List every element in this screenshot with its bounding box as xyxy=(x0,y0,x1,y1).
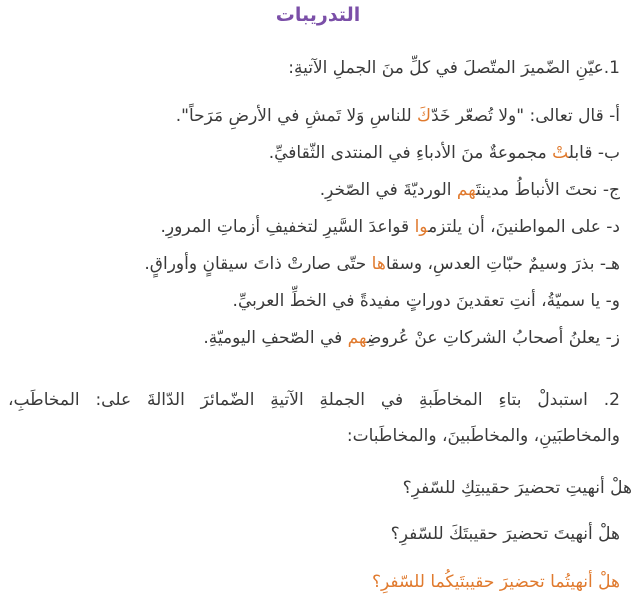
q1-item-a xyxy=(8,104,620,128)
item-text: ب- قابل xyxy=(568,143,620,163)
pronoun-highlight: تْ xyxy=(552,143,569,163)
question-1-prompt: 1.عيّنِ الضّميرَ المتّصلَ في كلِّ منَ الجملِ الآتيةِ: xyxy=(288,58,620,78)
q1-item-b xyxy=(8,141,620,165)
pronoun-highlight: كَ xyxy=(417,106,432,126)
item-text: مجموعةٌ منَ الأدباءِ في المنتدى الثّقافيِّ. xyxy=(268,143,553,163)
item-text: هـ- بذرَ وسيمٌ حبّاتِ العدسِ، وسقا xyxy=(385,254,620,274)
item-text: د- على المواطنينَ، أن يلتزم xyxy=(428,217,620,237)
question-2-prompt-line1: 2. استبدلْ بتاءِ المخاطَبةِ في الجملةِ الآتيةِ الضّمائرَ الدّالةَ على: المخاطَبِ، xyxy=(8,390,620,410)
item-text: للناسِ وَلا تَمشِ في الأرضِ مَرَحاً". xyxy=(175,106,418,126)
item-text: حتّى صارتْ ذاتَ سيقانٍ وأوراقٍ. xyxy=(144,254,372,274)
item-text: ز- يعلنُ أصحابُ الشركاتِ عنْ عُروضِ xyxy=(366,328,620,348)
q1-item-g xyxy=(8,326,620,350)
pronoun-highlight: ها xyxy=(371,254,386,274)
q1-item-e xyxy=(8,252,620,276)
pronoun-highlight: وا xyxy=(414,217,429,237)
pronoun-highlight: هم xyxy=(456,180,477,200)
q1-item-c xyxy=(8,178,620,202)
item-text: و- يا سميّةُ، أنتِ تعقدينَ دوراتٍ مفيدةً في الخطِّ العربيِّ. xyxy=(232,291,620,311)
q2-example-3: هلْ أنهيتُما تحضيرَ حقيبتَيكُما للسّفرِ؟ xyxy=(372,572,620,592)
item-text: قواعدَ السَّيرِ لتخفيفِ أزماتِ المرورِ. xyxy=(160,217,415,237)
page-title: التدريبات xyxy=(275,4,361,26)
q1-item-f xyxy=(8,289,620,313)
question-2-prompt-line2: والمخاطبَينِ، والمخاطَبينَ، والمخاطَبات: xyxy=(346,426,620,446)
item-text: الورديّةَ في الصّخرِ. xyxy=(319,180,457,200)
item-text: أ- قال تعالى: "ولا تُصعّر خَدّ xyxy=(431,106,620,126)
q1-item-d xyxy=(8,215,620,239)
q2-example-2: هلْ أنهيتَ تحضيرَ حقيبتَكَ للسّفرِ؟ xyxy=(390,524,620,544)
item-text: في الصّحفِ اليوميّةِ. xyxy=(203,328,348,348)
item-text: ج- نحتَ الأنباطُ مدينتَ xyxy=(476,180,620,200)
q2-example-1: هلْ أنهيتِ تحضيرَ حقيبتِكِ للسّفرِ؟ xyxy=(402,478,632,498)
pronoun-highlight: هم xyxy=(347,328,367,348)
